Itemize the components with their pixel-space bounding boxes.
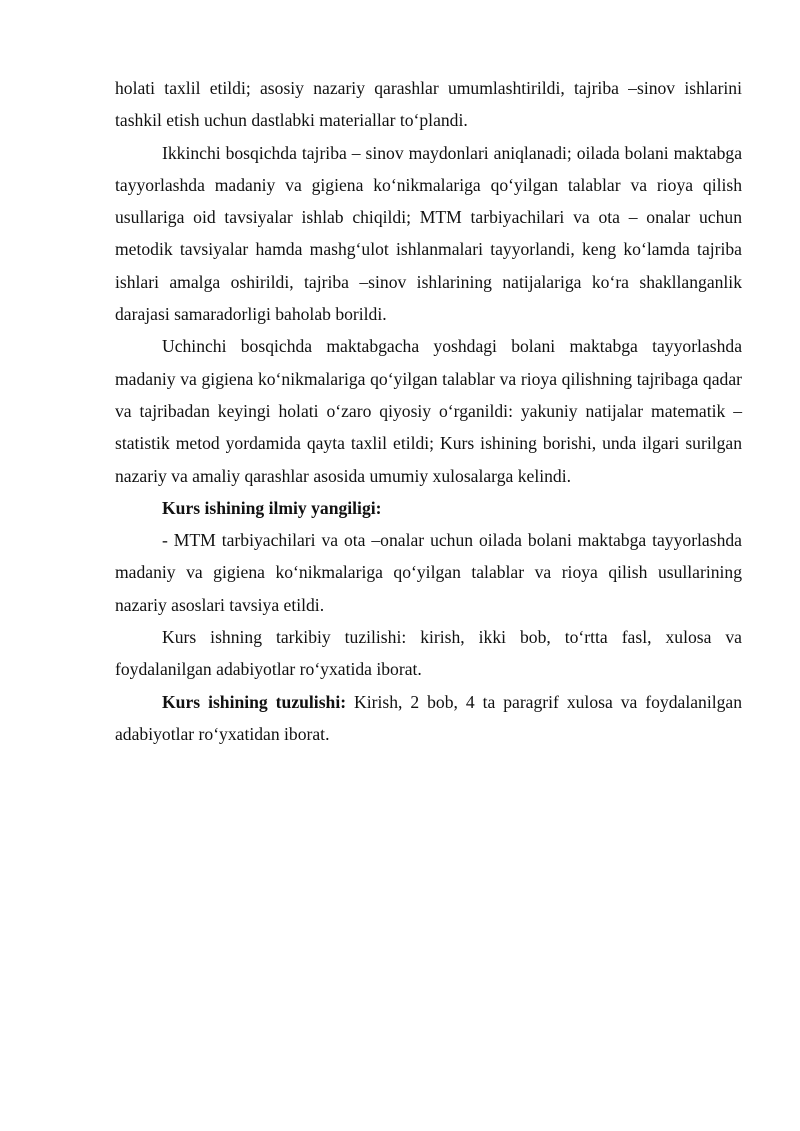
paragraph-stage-one-end: holati taxlil etildi; asosiy nazariy qarashlar umumlashtirildi, tajriba –sinov ishlarini tashkil etish uchun dastlabki materiallar to‘plandi.	[115, 78, 742, 131]
structure-label: Kurs ishining tuzulishi:	[162, 691, 347, 712]
structure-text: Kirish, 2 bob, 4 ta paragrif xulosa va foydalanilgan adabiyotlar ro‘yxatidan iborat.	[115, 691, 742, 744]
paragraph-stage-three	[115, 330, 742, 524]
paragraph-stage-two: Ikkinchi bosqichda tajriba – sinov maydonlari aniqlanadi; oilada bolani maktabga tayyorlashda madaniy va gigiena ko‘nikmalariga qo‘yilgan talablar va rioya qilish usullariga oid tavsiyalar ishlab chiqildi; MTM tarbiyachilari va ota – onalar uchun metodik tavsiyalar hamda mashg‘ulot ishlanmalari tayyorlandi, keng ko‘lamda tajriba ishlari amalga oshirildi, tajriba –sinov ishlarining natijalariga ko‘ra shakllanganlik darajasi samaradorligi baholab borildi.	[115, 142, 742, 325]
document-page	[115, 72, 742, 750]
paragraph-composition: Kurs ishning tarkibiy tuzilishi: kirish, ikki bob, to‘rtta fasl, xulosa va foydalanilgan adabiyotlar ro‘yxatida iborat.	[115, 627, 742, 680]
paragraph-novelty: - MTM tarbiyachilari va ota –onalar uchun oilada bolani maktabga tayyorlashda madaniy va gigiena ko‘nikmalariga qo‘yilgan talablar va rioya qilish usullarining nazariy asoslari tavsiya etildi.	[115, 530, 742, 615]
paragraph-structure	[115, 686, 742, 751]
novelty-heading: Kurs ishining ilmiy yangiligi:	[162, 497, 382, 518]
paragraph-stage-three-text: Uchinchi bosqichda maktabgacha yoshdagi bolani maktabga tayyorlashda madaniy va gigiena ko‘nikmalariga qo‘yilgan talablar va rioya qilishning tajribaga qadar va tajribadan keyingi holati o‘zaro qiyosiy o‘rganildi: yakuniy natijalar matematik –statistik metod yordamida qayta taxlil etildi; Kurs ishining borishi, unda ilgari surilgan nazariy va amaliy qarashlar asosida umumiy xulosalarga kelindi.	[115, 336, 742, 486]
